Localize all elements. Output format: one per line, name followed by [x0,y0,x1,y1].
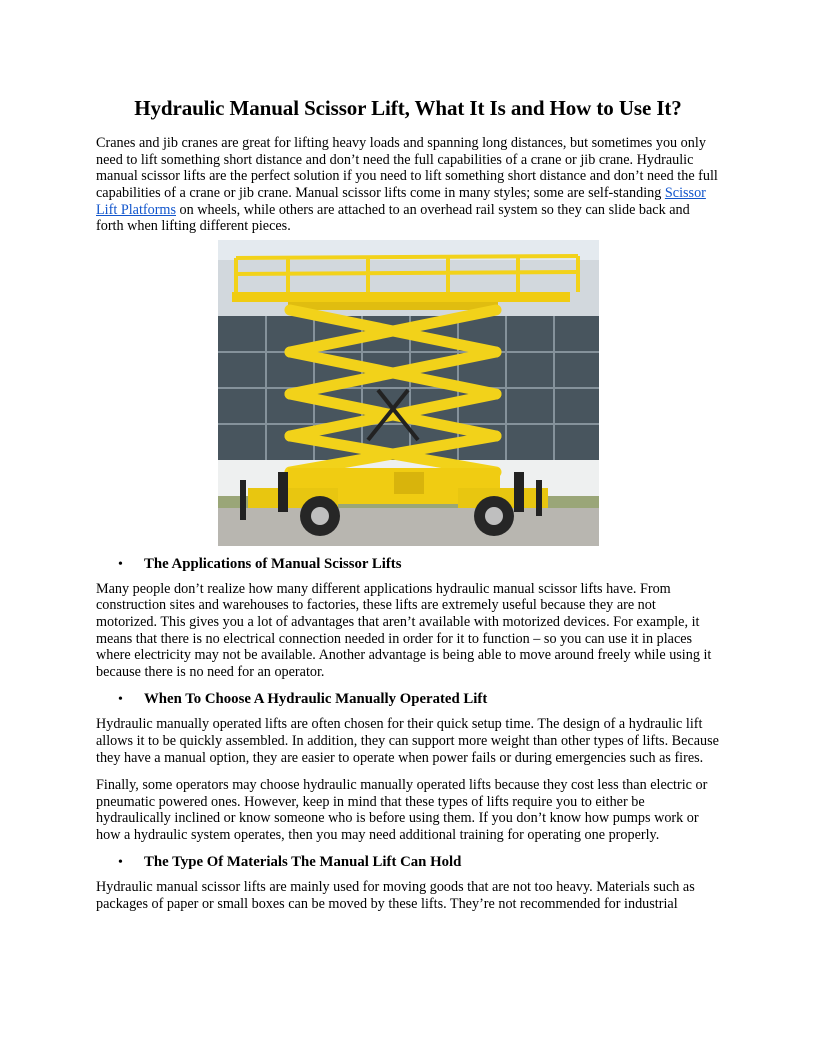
section-heading: • When To Choose A Hydraulic Manually Operated Lift [118,691,488,708]
scissor-lift-photo [218,240,599,546]
section-2-paragraph-1: Hydraulic manually operated lifts are often chosen for their quick setup time. The design of a hydraulic lift allows it to be quickly assembled. In addition, they can support more weight than other types of lifts. Because they have a manual option, they are easier to operate when power fails or during emergencies such as fires. [96,716,719,766]
section-3-paragraph-1: Hydraulic manual scissor lifts are mainly used for moving goods that are not too heavy. Materials such as packages of paper or small boxes can be moved by these lifts. They’re not recommended for industrial [96,879,695,913]
section-2-list [96,691,720,708]
section-1-paragraph-1: Many people don’t realize how many different applications hydraulic manual scissor lifts have. From construction sites and warehouses to factories, these lifts are extremely useful because they are not motorized. This gives you a lot of advantages that aren’t available with motorized devices. For example, it means that there is no electrical connection needed in order for it to function – so you can use it in places where electricity may not be available. Another advantage is being able to move around freely while using it because there is no need for an operator. [96,580,712,680]
section-heading: • The Applications of Manual Scissor Lifts [118,555,402,572]
document-page [96,96,720,924]
bullet-marker: • [118,692,123,708]
bullet-marker: • [118,855,123,871]
scissor-lift-platforms-link[interactable]: Scissor Lift Platforms [96,184,706,218]
section-1-list [96,556,720,573]
page-title: Hydraulic Manual Scissor Lift, What It Is and How to Use It? [134,96,682,120]
bullet-marker: • [118,556,123,572]
section-2-paragraph-2: Finally, some operators may choose hydraulic manually operated lifts because they cost less than electric or pneumatic powered ones. However, keep in mind that these types of lifts require you to either be hydraulically inclined or know someone who is before using them. If you don’t know how pumps work or how a hydraulic system operates, then you may need additional training for operating one properly. [96,777,708,843]
intro-paragraph [96,135,720,235]
intro-text-start: Cranes and jib cranes are great for lifting heavy loads and spanning long distances, but sometimes you only need to lift something short distance and don’t need the full capabilities of a crane or jib crane. Hydraulic manual scissor lifts are the perfect solution if you need to lift something short distance and don’t need the full capabilities of a crane or jib crane. Manual scissor lifts come in many styles; some are self-standing [96,135,718,201]
section-heading: • The Type Of Materials The Manual Lift Can Hold [118,854,462,871]
intro-text-end: on wheels, while others are attached to an overhead rail system so they can slide back and forth when lifting different pieces. [96,201,690,235]
section-3-list [96,854,720,871]
